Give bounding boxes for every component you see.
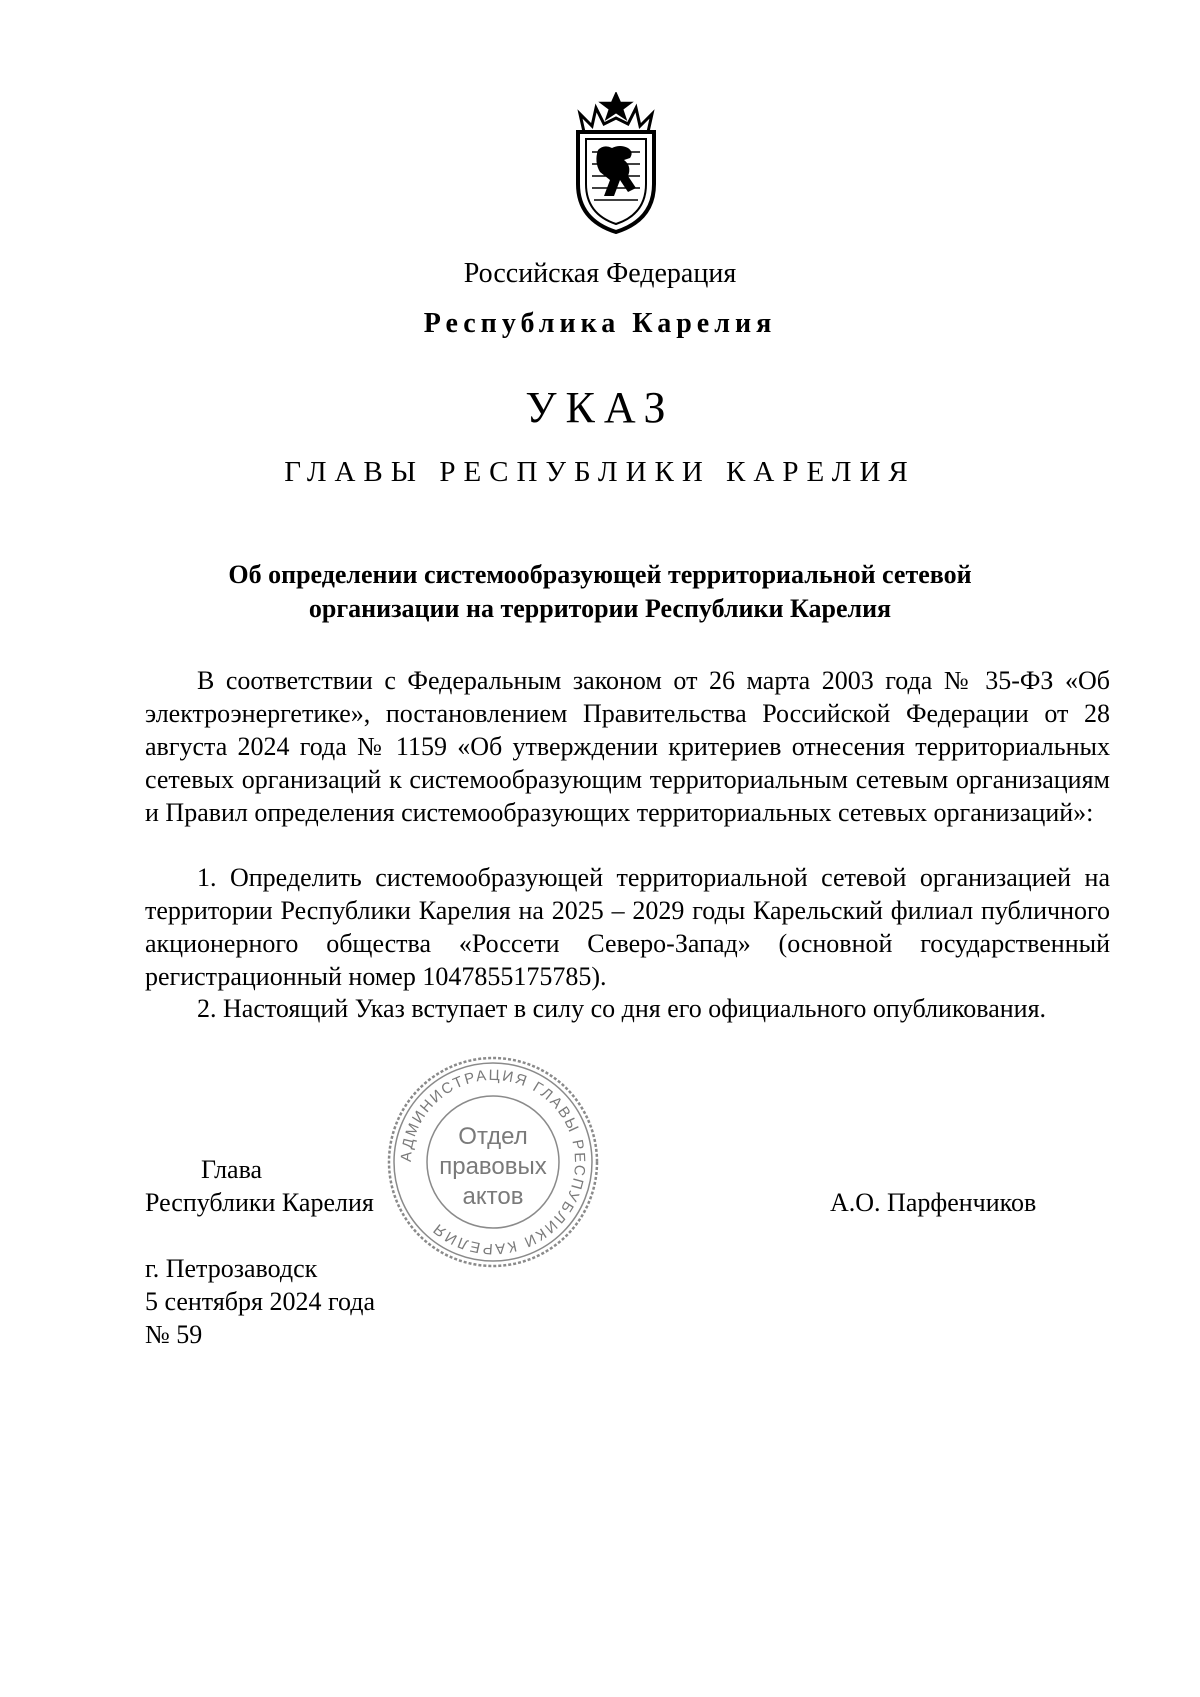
signatory-position xyxy=(145,1153,374,1219)
federation-heading: Российская Федерация xyxy=(463,258,737,289)
item-1-paragraph: 1. Определить системообразующей территориальной сетевой организацией на территории Республики Карелия на 2025 – 2029 годы Карельский филиал публичного акционерного общества «Россети Северо-Запад» (основной государственный регистрационный номер 1047855175785). xyxy=(145,863,1110,991)
signatory-position-line-2: Республики Карелия xyxy=(145,1188,374,1217)
decree-number: № 59 xyxy=(145,1320,203,1349)
preamble-paragraph: В соответствии с Федеральным законом от 26 марта 2003 года № 35-ФЗ «Об электроэнергетике», постановлением Правительства Российской Федерации от 28 августа 2024 года № 1159 «Об утверждении критериев отнесения территориальных сетевых организаций к системообразующим территориальным сетевым организациям и Правил определения системообразующих территориальных сетевых организаций»: xyxy=(145,666,1110,827)
document-title-line-1: Об определении системообразующей территориальной сетевой xyxy=(228,560,972,589)
stamp-line-3: актов xyxy=(462,1183,524,1210)
stamp-ring-text: АДМИНИСТРАЦИЯ ГЛАВЫ РЕСПУБЛИКИ КАРЕЛИЯ xyxy=(397,1066,589,1258)
coat-of-arms-emblem xyxy=(570,92,662,234)
decree-heading: УКАЗ xyxy=(525,383,675,432)
issuer-heading: ГЛАВЫ РЕСПУБЛИКИ КАРЕЛИЯ xyxy=(284,456,916,488)
stamp-line-1: Отдел xyxy=(458,1123,528,1150)
decree-date: 5 сентября 2024 года xyxy=(145,1287,376,1316)
signatory-name: А.О. Парфенчиков xyxy=(830,1188,1037,1217)
stamp-line-2: правовых xyxy=(439,1153,547,1180)
city: г. Петрозаводск xyxy=(145,1254,318,1283)
official-stamp xyxy=(383,1052,603,1272)
document-title-line-2: организации на территории Республики Карелия xyxy=(308,594,892,623)
place-date-block xyxy=(145,1252,375,1351)
item-2-paragraph: 2. Настоящий Указ вступает в силу со дня его официального опубликования. xyxy=(197,994,1047,1023)
signatory-position-line-1: Глава xyxy=(201,1155,263,1184)
document-title xyxy=(0,558,1200,626)
republic-heading: Республика Карелия xyxy=(423,308,777,339)
